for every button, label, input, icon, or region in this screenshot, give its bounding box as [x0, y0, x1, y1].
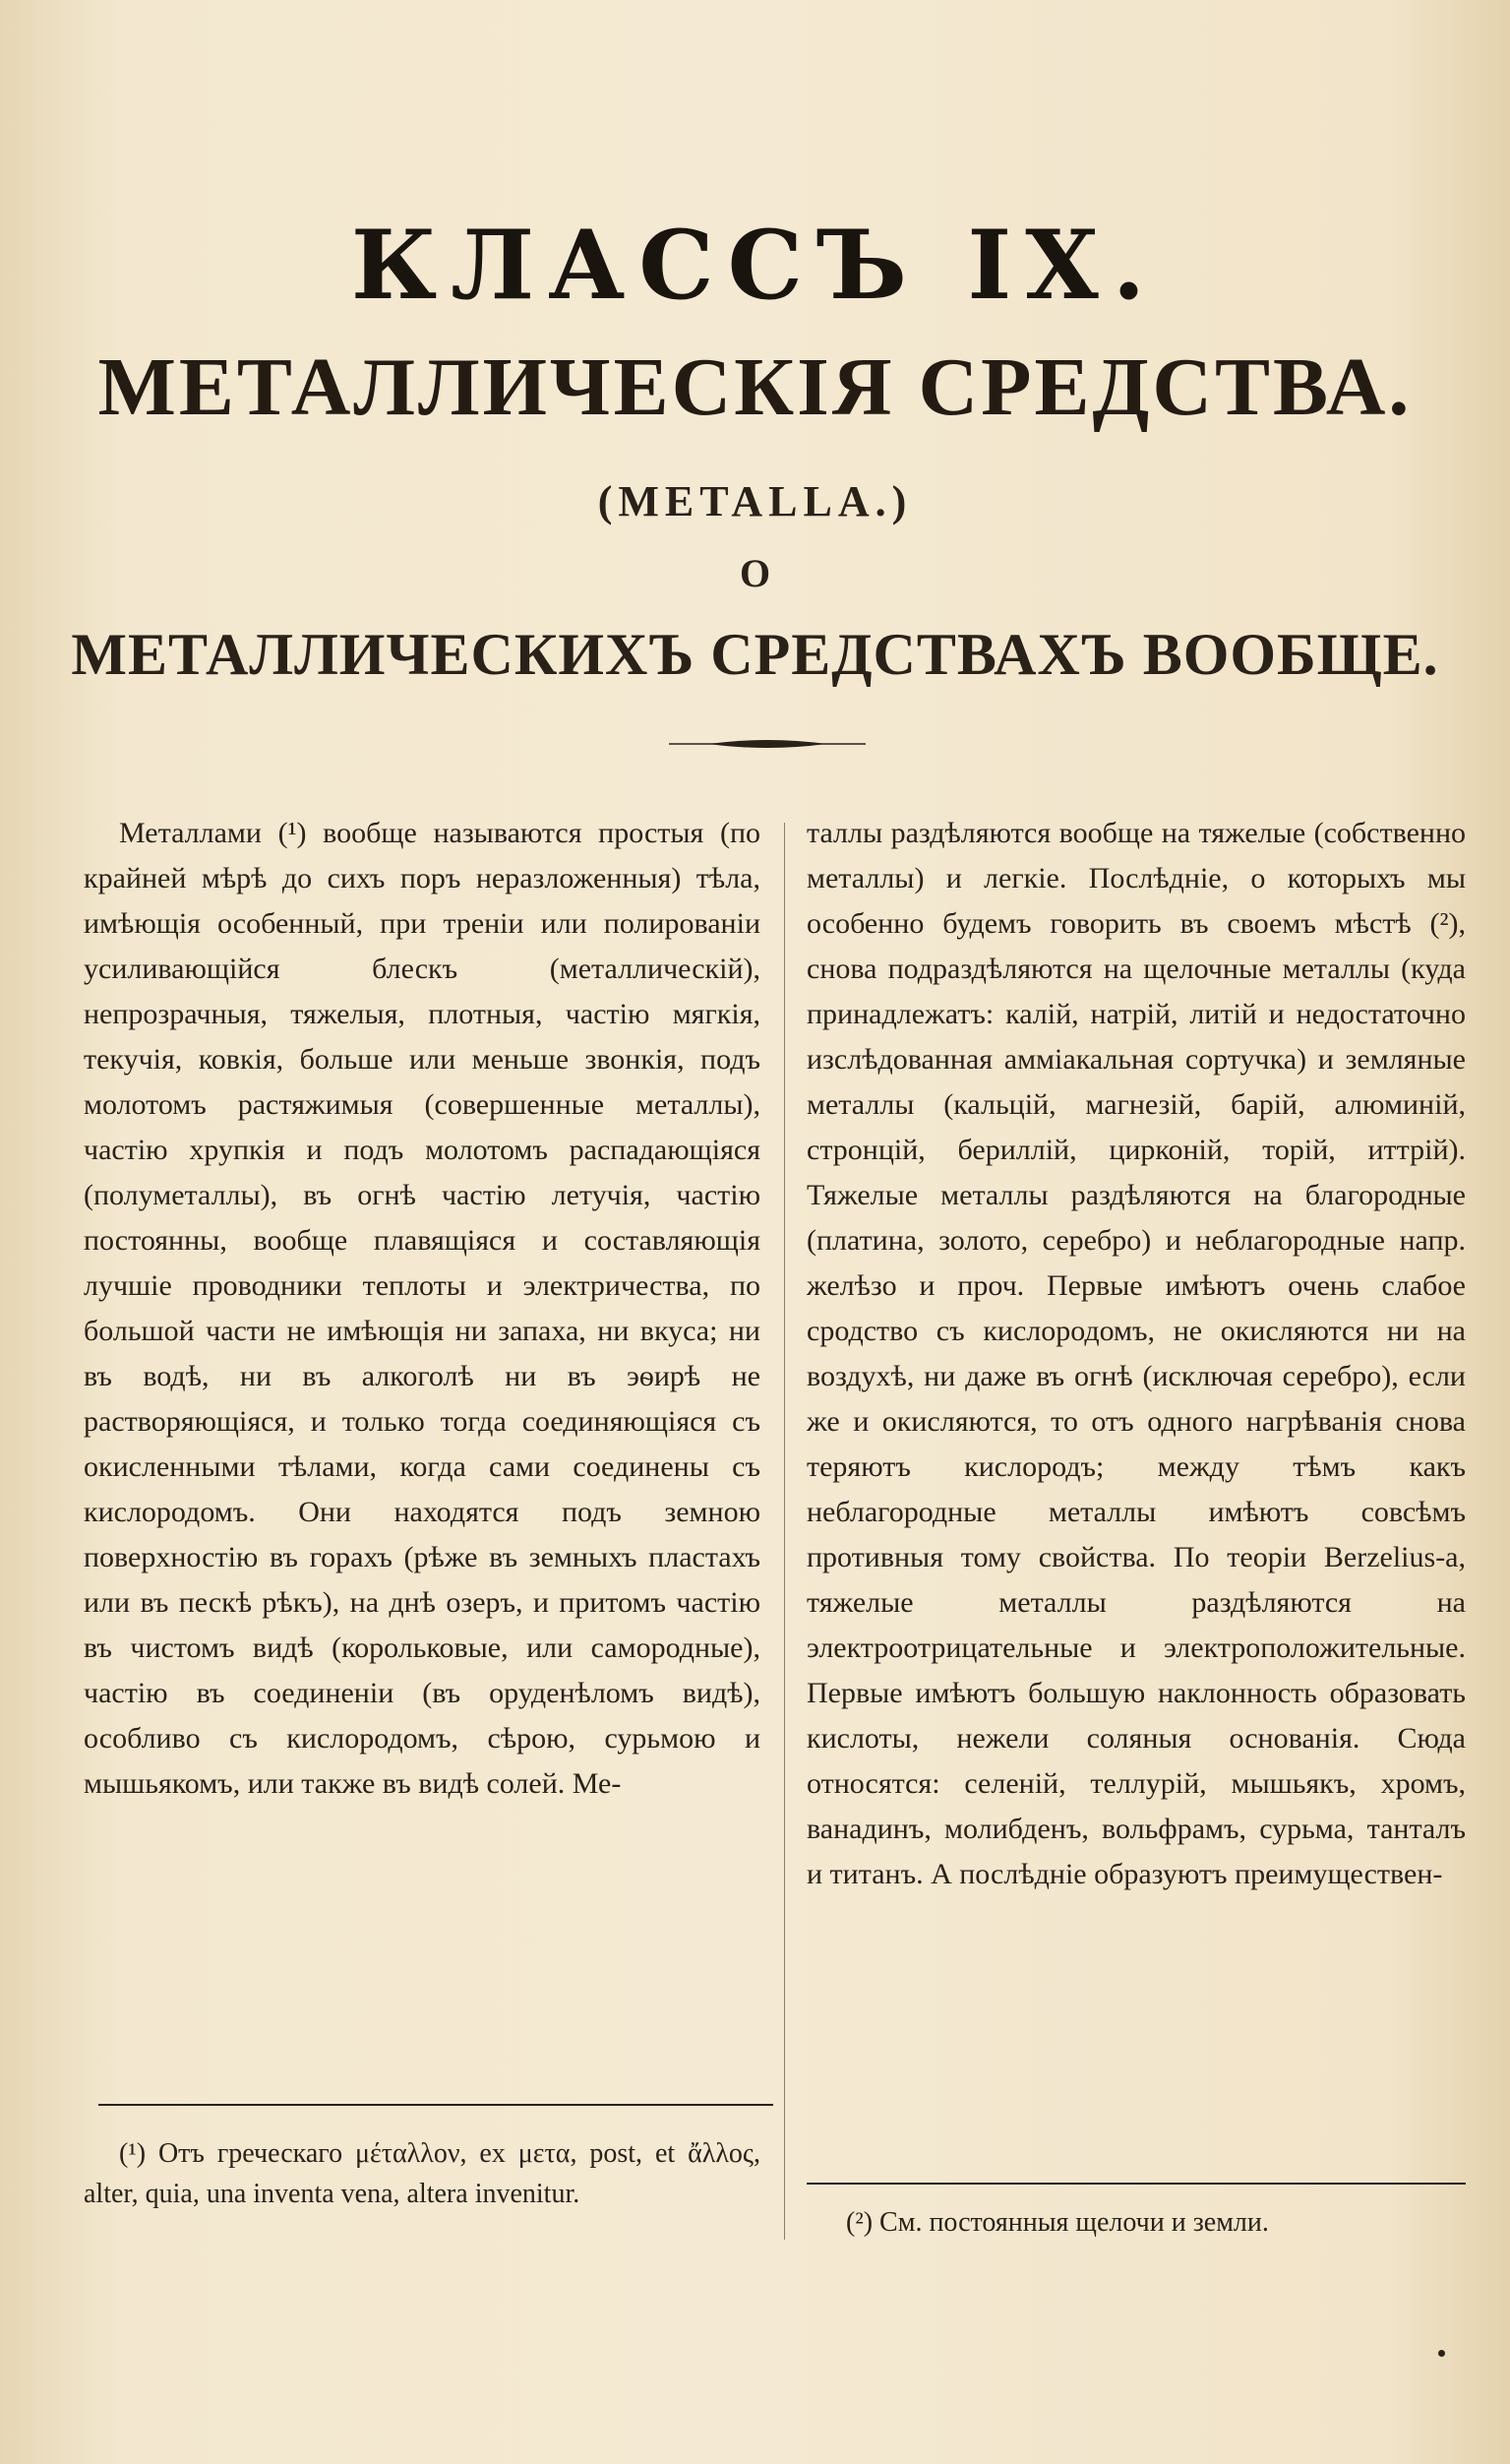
section-title: МЕТАЛЛИЧЕСКІЯ СРЕДСТВА. — [97, 341, 1413, 433]
left-column-text: Металлами (¹) вообще называются простыя (по крайней мѣрѣ до сихъ поръ неразложенныя) тѣла, имѣющія особенный, при треніи или полированіи усиливающійся блескъ (металлическій), непрозрачныя, тяжелыя, плотныя, частію мягкія, текучія, ковкія, больше или меньше звонкія, подъ молотомъ растяжимыя (совершенные металлы), частію хрупкія и подъ молотомъ распадающіяся (полуметаллы), въ огнѣ частію летучія, частію постоянны, вообще плавящіяся и составляющія лучшіе проводники теплоты и электричества, по большой части не имѣющія ни запаха, ни вкуса; ни въ водѣ, ни въ алкоголѣ ни въ эѳирѣ не растворяющіяся, и только тогда соединяющіяся съ окисленными тѣлами, когда сами соединены съ кислородомъ. Они находятся подъ земною поверхностію въ горахъ (рѣже въ земныхъ пластахъ или въ пескѣ рѣкъ), на днѣ озеръ, и притомъ частію въ чистомъ видѣ (корольковые, или самородные), частію въ соединеніи (въ оруденѣломъ видѣ), особливо съ кислородомъ, сѣрою, сурьмою и мышьякомъ, или также въ видѣ солей. Ме- — [84, 817, 760, 1800]
ornamental-divider — [669, 736, 866, 752]
about-word: О — [739, 551, 771, 595]
chapter-subtitle: МЕТАЛЛИЧЕСКИХЪ СРЕДСТВАХЪ ВООБЩЕ. — [71, 622, 1439, 687]
footnote-rule-left — [98, 2104, 773, 2106]
class-title: КЛАССЪ IX. — [350, 210, 1160, 321]
footnote-right: (²) См. постоянныя щелочи и земли. — [846, 2207, 1269, 2238]
latin-title: (METALLA.) — [597, 477, 913, 525]
right-column-text: таллы раздѣляются вообще на тяжелые (собственно металлы) и легкіе. Послѣдніе, о которыхъ мы особенно будемъ говорить въ своемъ мѣстѣ (²), снова подраздѣляются на щелочные металлы (куда принадлежатъ: калій, натрій, литій и недостаточно изслѣдованная аммiакальная сортучка) и земляные металлы (кальцій, магнезій, барій, алюминій, стронцій, бериллій, цирконій, торій, иттрій). Тяжелые металлы раздѣляются на благородные (платина, золото, серебро) и неблагородные напр. желѣзо и проч. Первые имѣютъ очень слабое сродство съ кислородомъ, не окисляются ни на воздухѣ, ни даже въ огнѣ (исключая серебро), если же и окисляются, то отъ одного нагрѣванія снова теряютъ кислородъ; между тѣмъ какъ неблагородные металлы имѣютъ совсѣмъ противныя тому свойства. По теоріи Berzelius-а, тяжелые металлы раздѣляются на электроотрицательные и электроположительные. Первые имѣютъ большую наклонность образовать кислоты, нежели соляныя основанія. Сюда относятся: селеній, теллурій, мышьякъ, хромъ, ванадинъ, молибденъ, вольфрамъ, сурьма, танталъ и титанъ. А послѣдніе образуютъ преимуществен- — [807, 817, 1466, 1890]
ink-speck — [1438, 2350, 1445, 2357]
column-divider — [784, 823, 785, 2240]
footnote-left: (¹) Отъ греческаго μέταλλον, ex μετα, post, et ἄλλος, alter, quia, una inventa vena, altera invenitur. — [84, 2138, 760, 2209]
right-column — [807, 811, 1466, 1897]
left-column — [84, 811, 760, 1807]
footnote-rule-right — [807, 2183, 1466, 2185]
